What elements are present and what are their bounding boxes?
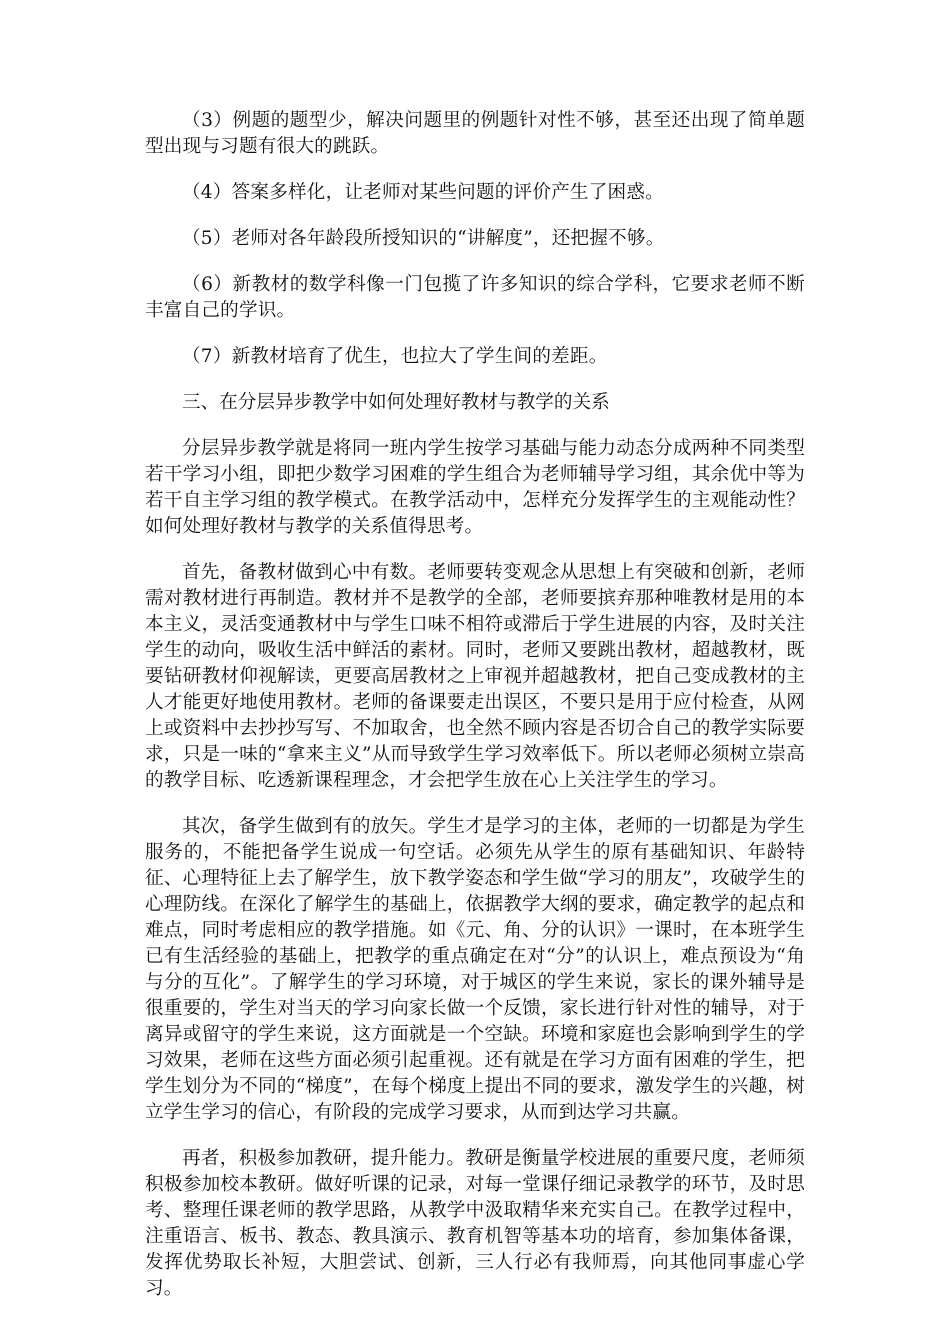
paragraph-first: 首先，备教材做到心中有数。老师要转变观念从思想上有突破和创新，老师需对教材进行再制造。教材并不是教学的全部，老师要摈弃那种唯教材是用的本本主义，灵活变通教材中与学生口味不相符或滞后于学生进展的内容，及时关注学生的动向，吸收生活中鲜活的素材。同时，老师又要跳出教材，超越教材，既要钻研教材仰视解读，更要高居教材之上审视并超越教材，把自己变成教材的主人才能更好地使用教材。老师的备课要走出误区，不要只是用于应付检查，从网上或资料中去抄抄写写、不加取舍，也全然不顾内容是否切合自己的教学实际要求，只是一味的“拿来主义”从而导致学生学习效率低下。所以老师必须树立崇高的教学目标、吃透新课程理念，才会把学生放在心上关注学生的学习。 xyxy=(145,562,805,791)
paragraph-item-5: （5）老师对各年龄段所授知识的“讲解度”，还把握不够。 xyxy=(182,228,665,249)
paragraph-third: 再者，积极参加教研，提升能力。教研是衡量学校进展的重要尺度，老师须积极参加校本教研。做好听课的记录，对每一堂课仔细记录教学的环节，及时思考、整理任课老师的教学思路，从教学中汲取精华来充实自己。在教学过程中，注重语言、板书、教态、教具演示、教育机智等基本功的培育，参加集体备课，发挥优势取长补短，大胆尝试、创新，三人行必有我师焉，向其他同事虚心学习。 xyxy=(145,1148,805,1299)
paragraph-second: 其次，备学生做到有的放矢。学生才是学习的主体，老师的一切都是为学生服务的，不能把备学生说成一句空话。必须先从学生的原有基础知识、年龄特征、心理特征上去了解学生，放下教学姿态和学生做“学习的朋友”，攻破学生的心理防线。在深化了解学生的基础上，依据教学大纲的要求，确定教学的起点和难点，同时考虑相应的教学措施。如《元、角、分的认识》一课时，在本班学生已有生活经验的基础上，把教学的重点确定在对“分”的认识上，难点预设为“角与分的互化”。了解学生的学习环境，对于城区的学生来说，家长的课外辅导是很重要的，学生对当天的学习向家长做一个反馈，家长进行针对性的辅导，对于离异或留守的学生来说，这方面就是一个空缺。环境和家庭也会影响到学生的学习效果，老师在这些方面必须引起重视。还有就是在学习方面有困难的学生，把学生划分为不同的“梯度”，在每个梯度上提出不同的要求，激发学生的兴趣，树立学生学习的信心，有阶段的完成学习要求，从而到达学习共赢。 xyxy=(145,816,805,1123)
document-body xyxy=(145,108,805,1322)
paragraph-item-4: （4）答案多样化，让老师对某些问题的评价产生了困惑。 xyxy=(182,182,664,203)
paragraph-item-3: （3）例题的题型少，解决问题里的例题针对性不够，甚至还出现了简单题型出现与习题有很大的跳跃。 xyxy=(145,110,805,157)
paragraph-intro: 分层异步教学就是将同一班内学生按学习基础与能力动态分成两种不同类型若干学习小组，即把少数学习困难的学生组合为老师辅导学习组，其余优中等为若干自主学习组的教学模式。在教学活动中，怎样充分发挥学生的主观能动性？如何处理好教材与教学的关系值得思考。 xyxy=(145,438,805,537)
paragraph-item-7: （7）新教材培育了优生，也拉大了学生间的差距。 xyxy=(182,346,608,367)
section-heading: 三、在分层异步教学中如何处理好教材与教学的关系 xyxy=(182,392,610,413)
paragraph-item-6: （6）新教材的数学科像一门包揽了许多知识的综合学科，它要求老师不断丰富自己的学识。 xyxy=(145,274,805,321)
